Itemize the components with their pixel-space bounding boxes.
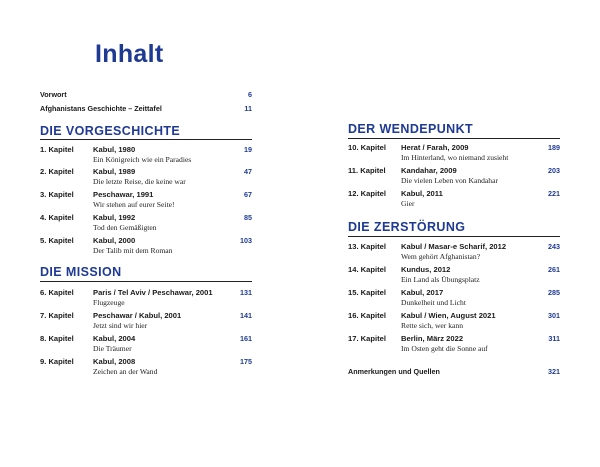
chapter-subtitle: Gier	[401, 199, 415, 208]
chapter-number: 7. Kapitel	[40, 311, 74, 320]
page-number: 221	[548, 189, 560, 198]
chapter-subtitle: Dunkelheit und Licht	[401, 298, 466, 307]
chapter-number: 9. Kapitel	[40, 357, 74, 366]
chapter-subtitle: Ein Königreich wie ein Paradies	[93, 155, 192, 164]
page-number: 311	[548, 334, 560, 343]
section-heading: DIE MISSION	[40, 265, 122, 279]
chapter-number: 4. Kapitel	[40, 213, 74, 222]
page-number: 141	[240, 311, 252, 320]
chapter-subtitle: Wir stehen auf eurer Seite!	[93, 200, 175, 209]
section-divider	[40, 281, 252, 282]
chapter-place: Peschawar / Kabul, 2001	[93, 311, 182, 320]
chapter-number: 6. Kapitel	[40, 288, 74, 297]
chapter-subtitle: Die letzte Reise, die keine war	[93, 177, 186, 186]
section-heading: DIE VORGESCHICHTE	[40, 124, 181, 138]
chapter-number: 2. Kapitel	[40, 167, 74, 176]
chapter-subtitle: Die vielen Leben von Kandahar	[401, 176, 498, 185]
page-number: 301	[548, 311, 560, 320]
chapter-number: 10. Kapitel	[348, 143, 386, 152]
chapter-place: Kabul, 1992	[93, 213, 136, 222]
page-number: 19	[244, 145, 252, 154]
chapter-subtitle: Zeichen an der Wand	[93, 367, 158, 376]
chapter-number: 3. Kapitel	[40, 190, 74, 199]
end-label: Anmerkungen und Quellen	[348, 367, 440, 376]
page-title: Inhalt	[95, 40, 164, 68]
section-heading: DIE ZERSTÖRUNG	[348, 220, 466, 234]
chapter-place: Herat / Farah, 2009	[401, 143, 469, 152]
chapter-subtitle: Tod den Gemäßigten	[93, 223, 157, 232]
page-number: 131	[240, 288, 252, 297]
chapter-place: Peschawar, 1991	[93, 190, 154, 199]
chapter-subtitle: Rette sich, wer kann	[401, 321, 463, 330]
chapter-number: 13. Kapitel	[348, 242, 386, 251]
chapter-place: Kabul, 2004	[93, 334, 136, 343]
chapter-number: 1. Kapitel	[40, 145, 74, 154]
page-number: 85	[244, 213, 252, 222]
chapter-number: 15. Kapitel	[348, 288, 386, 297]
page-number: 47	[244, 167, 252, 176]
section-divider	[348, 138, 560, 139]
toc-entry[interactable]	[40, 357, 252, 383]
chapter-number: 16. Kapitel	[348, 311, 386, 320]
page-number: 321	[548, 367, 560, 376]
section-divider	[40, 139, 252, 140]
chapter-place: Paris / Tel Aviv / Peschawar, 2001	[93, 288, 213, 297]
page-number: 161	[240, 334, 252, 343]
chapter-place: Kabul, 1989	[93, 167, 136, 176]
section-heading: DER WENDEPUNKT	[348, 122, 474, 136]
chapter-number: 8. Kapitel	[40, 334, 74, 343]
toc-end-row[interactable]	[348, 367, 560, 376]
chapter-place: Kabul, 2000	[93, 236, 136, 245]
chapter-number: 17. Kapitel	[348, 334, 386, 343]
page-number: 243	[548, 242, 560, 251]
chapter-subtitle: Jetzt sind wir hier	[93, 321, 148, 330]
page-number: 189	[548, 143, 560, 152]
toc-front-row[interactable]	[40, 90, 252, 99]
chapter-subtitle: Im Hinterland, wo niemand zusieht	[401, 153, 509, 162]
chapter-number: 12. Kapitel	[348, 189, 386, 198]
chapter-place: Kabul, 2017	[401, 288, 444, 297]
toc-entry[interactable]	[40, 236, 252, 262]
toc-entry[interactable]	[348, 189, 560, 215]
chapter-number: 14. Kapitel	[348, 265, 386, 274]
chapter-place: Kabul, 1980	[93, 145, 136, 154]
chapter-number: 5. Kapitel	[40, 236, 74, 245]
toc-entry[interactable]	[348, 334, 560, 360]
page-number: 175	[240, 357, 252, 366]
page-number: 285	[548, 288, 560, 297]
section-divider	[348, 236, 560, 237]
page-number: 261	[548, 265, 560, 274]
chapter-subtitle: Ein Land als Übungsplatz	[401, 275, 480, 284]
page-number: 203	[548, 166, 560, 175]
chapter-place: Berlin, März 2022	[401, 334, 464, 343]
chapter-number: 11. Kapitel	[348, 166, 386, 175]
page-number: 103	[240, 236, 252, 245]
chapter-subtitle: Der Talib mit dem Roman	[93, 246, 173, 255]
chapter-place: Kandahar, 2009	[401, 166, 457, 175]
chapter-place: Kabul / Masar-e Scharif, 2012	[401, 242, 507, 251]
chapter-subtitle: Flugzeuge	[93, 298, 125, 307]
chapter-subtitle: Wem gehört Afghanistan?	[401, 252, 481, 261]
chapter-place: Kabul, 2008	[93, 357, 136, 366]
page-number: 6	[248, 90, 252, 99]
chapter-place: Kabul, 2011	[401, 189, 443, 198]
front-label: Vorwort	[40, 90, 67, 99]
chapter-place: Kabul / Wien, August 2021	[401, 311, 496, 320]
toc-front-row[interactable]	[40, 104, 252, 113]
chapter-place: Kundus, 2012	[401, 265, 451, 274]
chapter-subtitle: Die Träumer	[93, 344, 132, 353]
chapter-subtitle: Im Osten geht die Sonne auf	[401, 344, 488, 353]
page-number: 67	[244, 190, 252, 199]
page-number: 11	[244, 104, 252, 113]
front-label: Afghanistans Geschichte – Zeittafel	[40, 104, 162, 113]
